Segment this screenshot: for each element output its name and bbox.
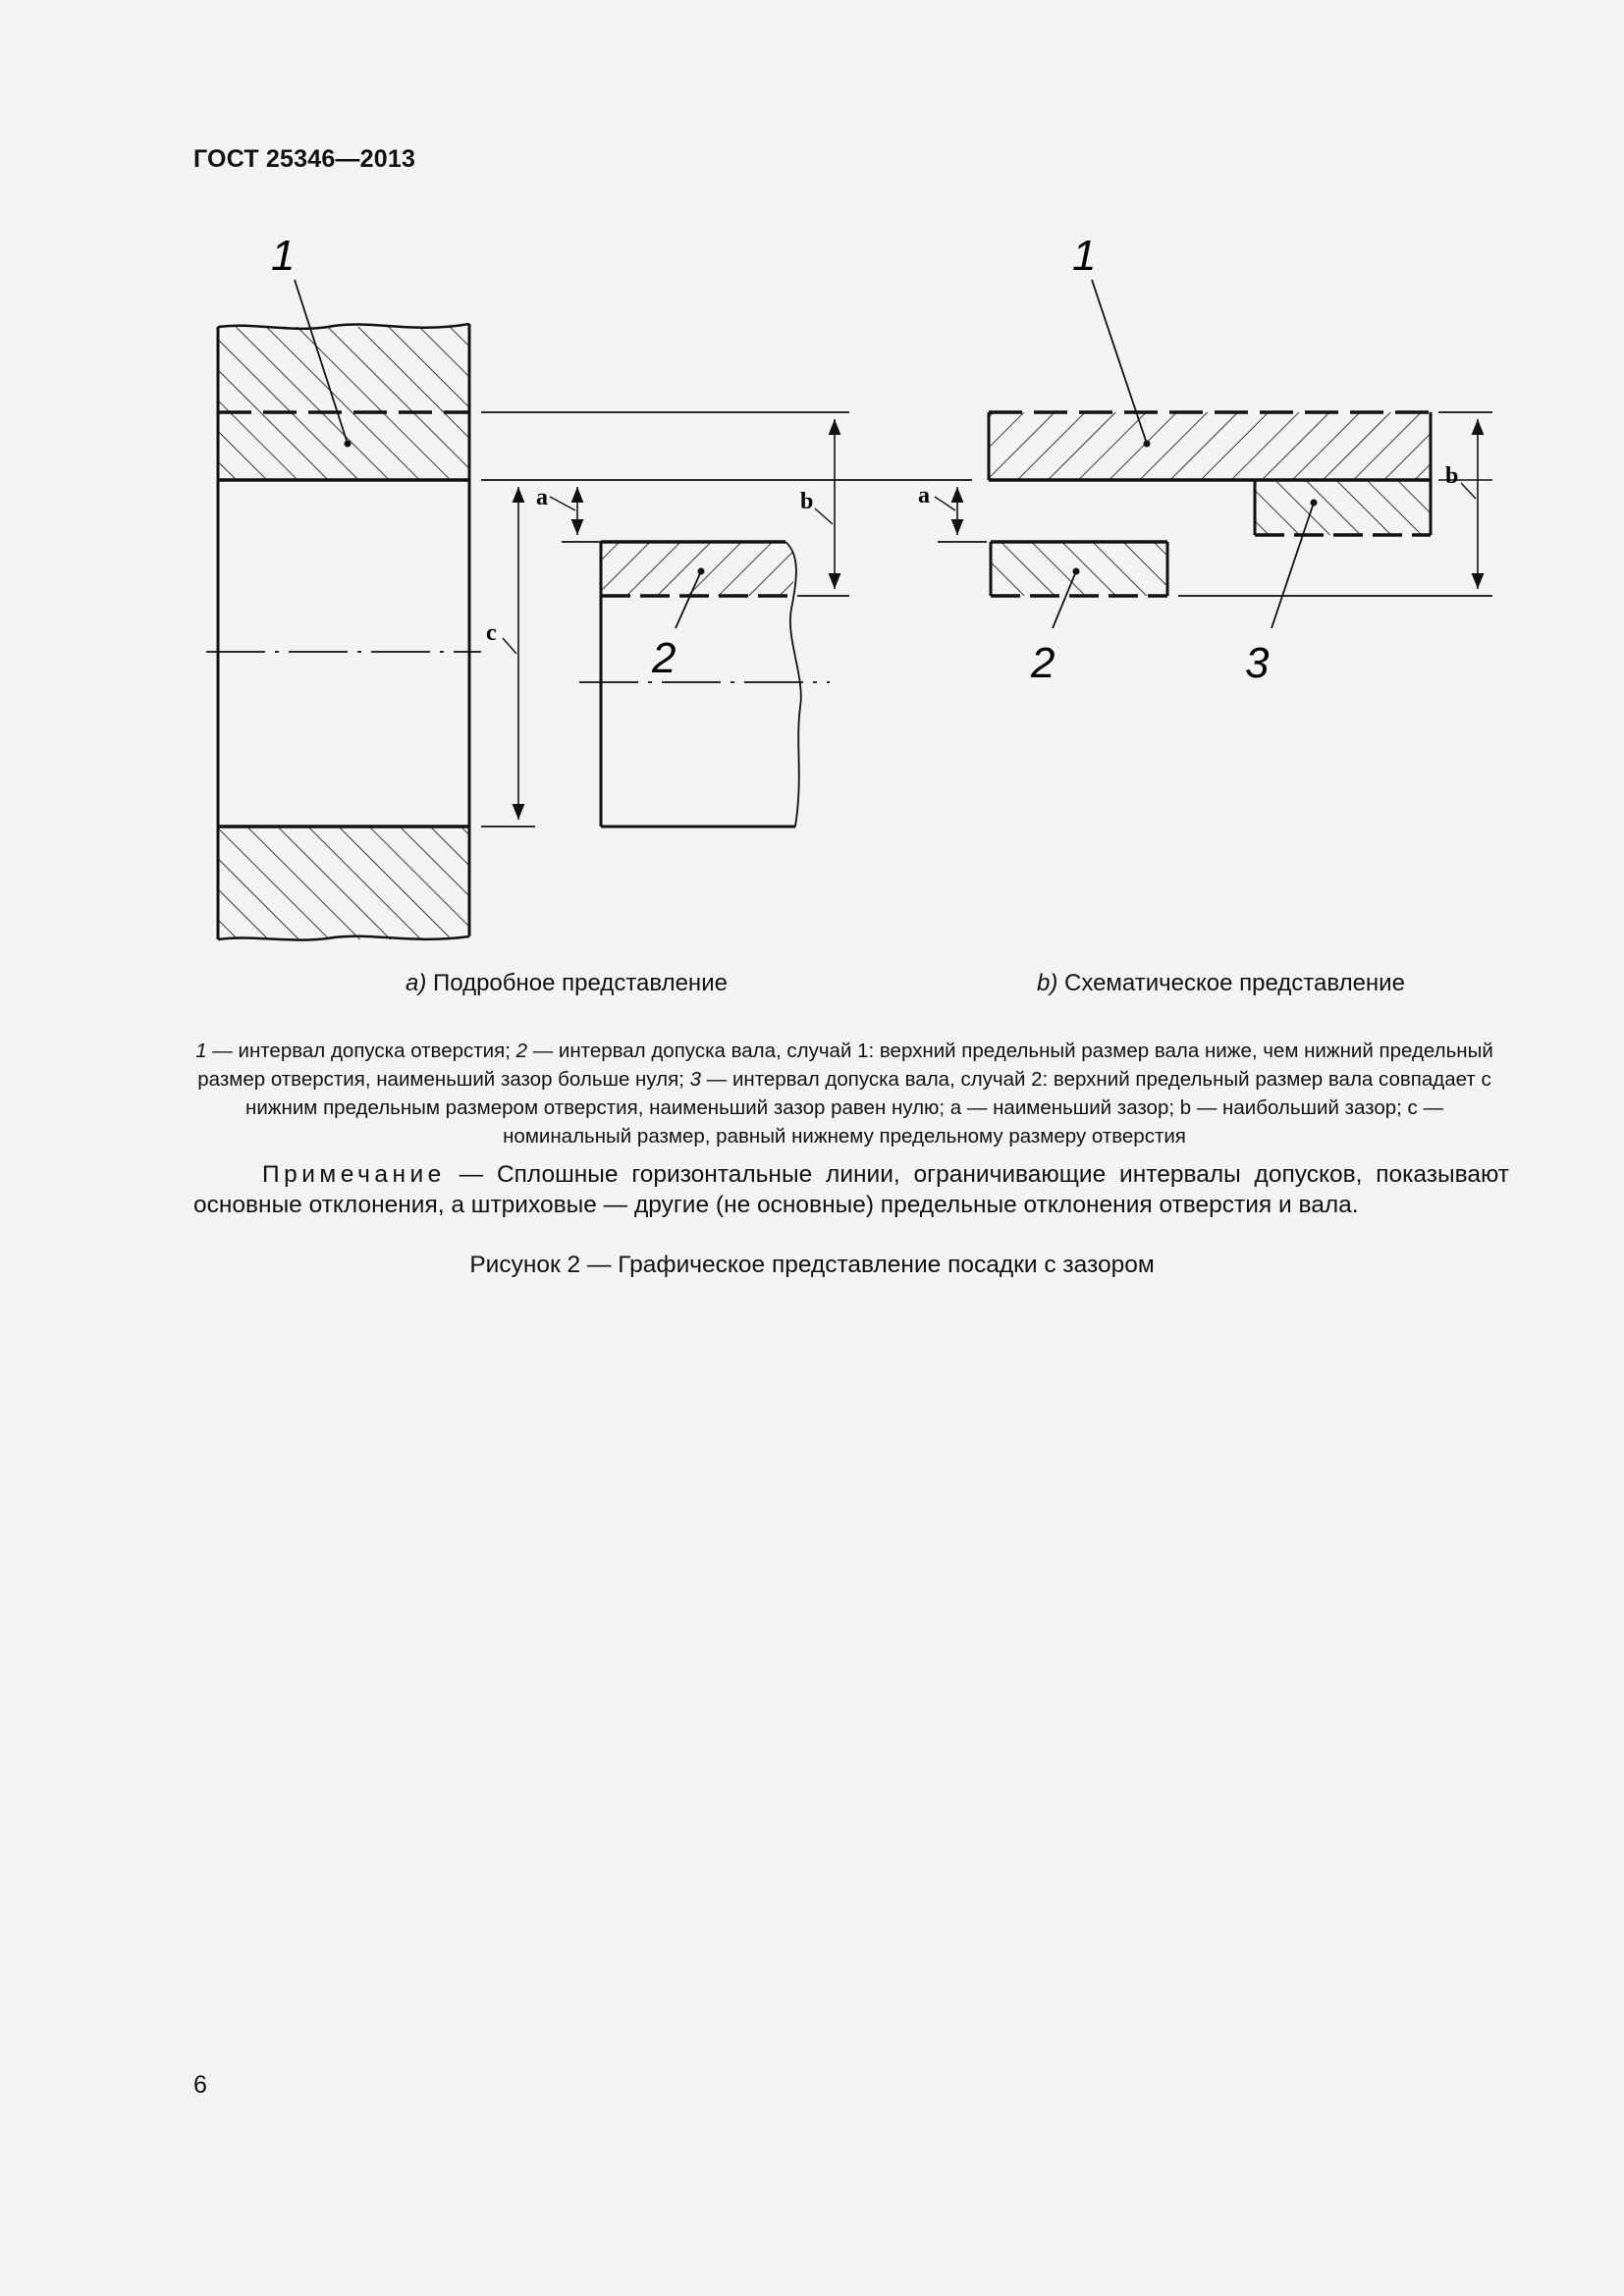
figure-legend (191, 1037, 1497, 1150)
label-hole-zone-b: 1 (1072, 232, 1097, 280)
document-id: ГОСТ 25346—2013 (193, 145, 416, 173)
legend-text-3: — интервал допуска вала, случай 2: верхний предельный размер вала совпадает с нижним предельным размером отверстия, наименьший зазор равен нулю; a — наименьший зазор; b — наибольший зазор; c — номинальный размер, равный нижнему предельному размеру отверстия (245, 1068, 1491, 1148)
detailed-view (206, 280, 972, 940)
dim-b-detailed: b (800, 489, 814, 514)
legend-num-2: 2 (515, 1040, 527, 1062)
caption-b-text: Схематическое представление (1057, 970, 1405, 996)
caption-schematic (1037, 970, 1405, 997)
note-label: Примечание (262, 1161, 446, 1188)
legend-num-1: 1 (195, 1040, 207, 1062)
legend-text-1: — интервал допуска отверстия; (206, 1040, 516, 1062)
caption-detailed (406, 970, 728, 997)
page-number: 6 (193, 2071, 207, 2099)
dim-c-detailed: c (486, 620, 497, 646)
caption-a-text: Подробное представление (426, 970, 728, 996)
note-paragraph (193, 1159, 1509, 1220)
figure-title: Рисунок 2 — Графическое представление посадки с зазором (469, 1252, 1155, 1278)
caption-a-letter: a) (406, 970, 427, 996)
dim-b-schematic: b (1445, 463, 1459, 489)
dim-a-schematic: a (918, 483, 930, 508)
legend-num-3: 3 (689, 1068, 702, 1091)
label-shaft-zone-b: 2 (1031, 639, 1056, 687)
label-shaft-zone-a: 2 (652, 634, 677, 682)
schematic-view (935, 280, 1492, 628)
fit-clearance-diagram (0, 0, 1624, 982)
dim-a-detailed: a (536, 485, 548, 510)
note-text: — Сплошные горизонтальные линии, ограничивающие интервалы допусков, показывают основные отклонения, а штриховые — другие (не основные) предельные отклонения отверстия и вала. (193, 1161, 1509, 1218)
legend-text-2: — интервал допуска вала, случай 1: верхний предельный размер вала ниже, чем нижний предельный размер отверстия, наименьший зазор больше нуля; (197, 1040, 1493, 1091)
caption-b-letter: b) (1037, 970, 1058, 996)
label-hole-zone-a: 1 (271, 232, 296, 280)
label-shaft-zone-case2: 3 (1245, 639, 1270, 687)
